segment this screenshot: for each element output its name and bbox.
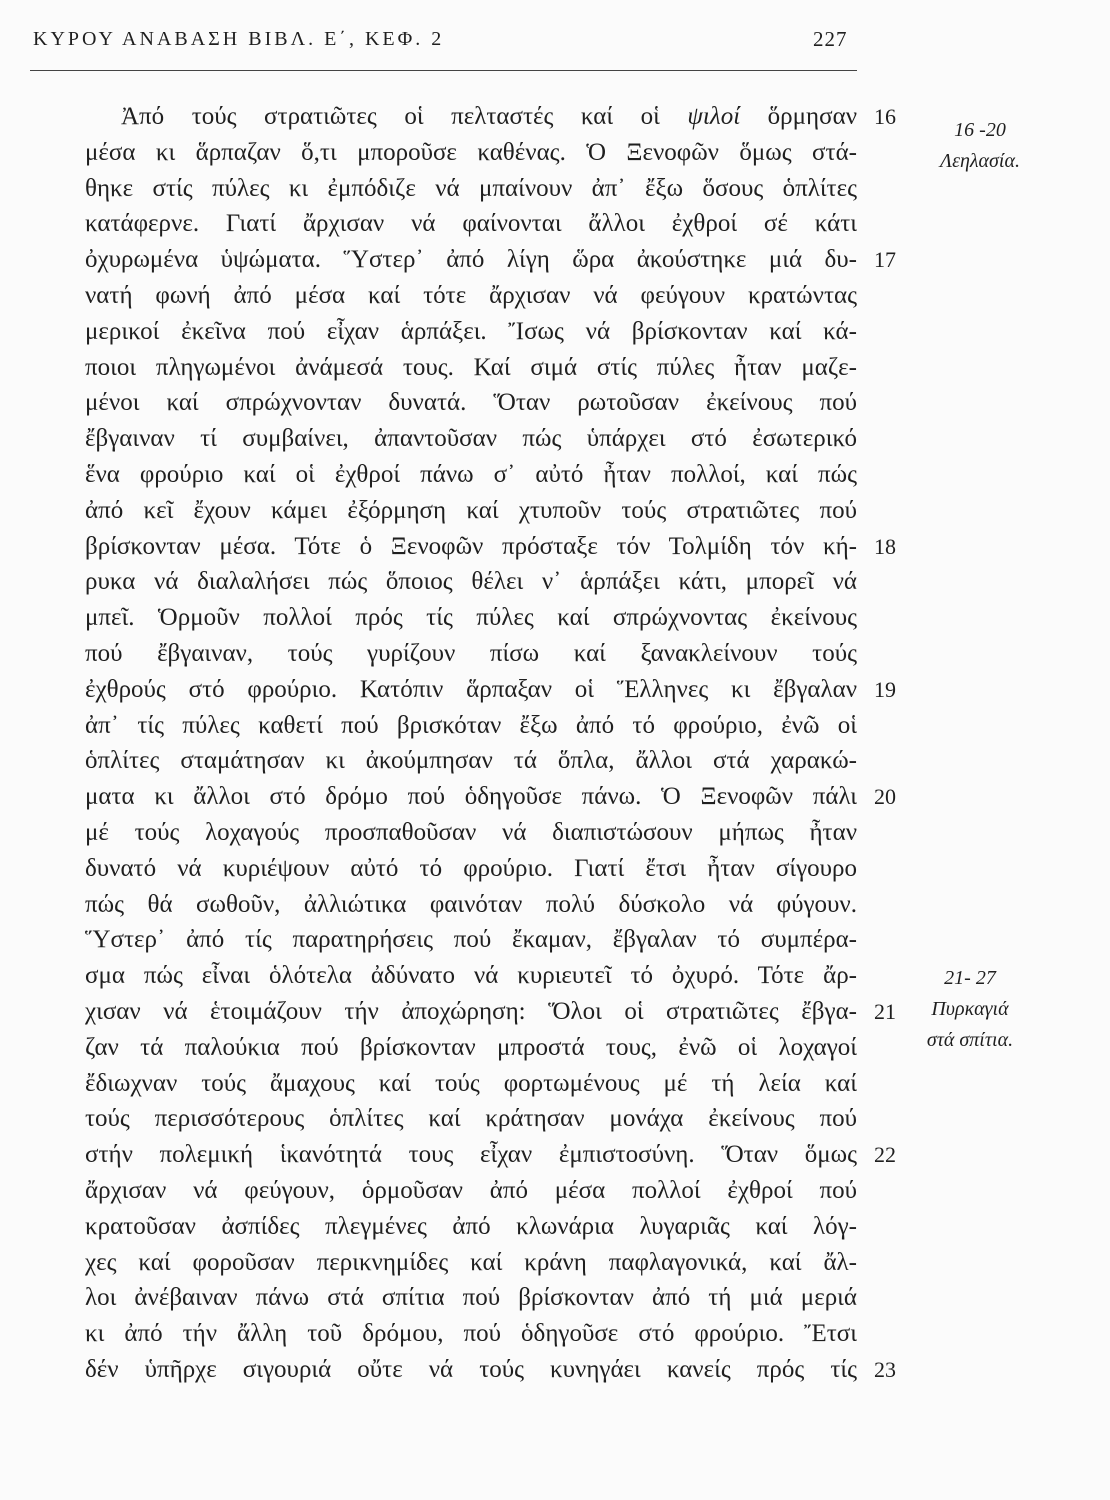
text-line — [85, 1066, 907, 1102]
margin-note — [895, 963, 1045, 1056]
text-line — [85, 887, 907, 923]
running-title: ΚΥΡΟΥ ΑΝΑΒΑΣΗ ΒΙΒΛ. Ε΄, ΚΕΦ. 2 — [33, 28, 445, 50]
section-number: 16 — [874, 104, 896, 129]
text-line — [85, 564, 907, 600]
text-line — [85, 600, 907, 636]
line-text: κρατοῦσαν ἀσπίδες πλεγμένες ἀπό κλωνάρια λυγαριᾶς καί λόγ- — [85, 1212, 857, 1240]
line-text: μερικοί ἐκεῖνα πού εἶχαν ἁρπάξει. Ἴσως νά βρίσκονταν καί κά- — [85, 317, 857, 345]
text-line — [85, 314, 907, 350]
line-text: ρυκα νά διαλαλήσει πώς ὅποιος θέλει ν᾿ ἁρπάξει κάτι, μπορεῖ νά — [85, 568, 857, 596]
line-text: ζαν τά παλούκια πού βρίσκονταν μπροστά τους, ἐνῶ οἱ λοχαγοί — [85, 1033, 857, 1061]
line-text — [85, 99, 857, 135]
line-text: μένοι καί σπρώχνονταν δυνατά. Ὅταν ρωτοῦσαν ἐκείνους πού — [85, 389, 857, 417]
line-text: μέσα κι ἅρπαζαν ὅ,τι μποροῦσε καθένας. Ὁ Ξενοφῶν ὅμως στά- — [85, 138, 857, 166]
line-text: λοι ἀνέβαιναν πάνω στά σπίτια πού βρίσκονταν ἀπό τή μιά μεριά — [85, 1284, 857, 1312]
text-line — [85, 1101, 907, 1137]
line-text: ἀπ᾿ τίς πύλες καθετί πού βρισκόταν ἔξω ἀπό τό φρούριο, ἐνῶ οἱ — [85, 711, 857, 739]
text-line — [85, 529, 907, 565]
section-number: 20 — [874, 784, 896, 810]
line-text: τούς περισσότερους ὁπλίτες καί κράτησαν μονάχα ἐκείνους πού — [85, 1105, 857, 1133]
margin-note-title: Λεηλασία. — [940, 150, 1020, 172]
line-text: κατάφερνε. Γιατί ἄρχισαν νά φαίνονται ἄλλοι ἐχθροί σέ κάτι — [85, 210, 857, 238]
text-line — [85, 171, 907, 207]
text-segment: ὅρμησαν — [740, 103, 857, 130]
text-line — [85, 1245, 907, 1281]
line-text: πώς θά σωθοῦν, ἀλλιώτικα φαινόταν πολύ δύσκολο νά φύγουν. — [85, 890, 857, 918]
main-text — [85, 99, 907, 1388]
line-text: ματα κι ἄλλοι στό δρόμο πού ὁδηγοῦσε πάνω. Ὁ Ξενοφῶν πάλι — [85, 783, 857, 811]
text-line — [85, 1352, 907, 1388]
line-text: ποιοι πληγωμένοι ἀνάμεσά τους. Καί σιμά στίς πύλες ἦταν μαζε- — [85, 353, 857, 381]
line-text: δυνατό νά κυριέψουν αὐτό τό φρούριο. Γιατί ἔτσι ἦταν σίγουρο — [85, 854, 857, 882]
text-line — [85, 1316, 907, 1352]
text-line — [85, 815, 907, 851]
line-text: ἀπό κεῖ ἔχουν κάμει ἐξόρμηση καί χτυποῦν τούς στρατιῶτες πού — [85, 496, 857, 524]
text-line — [85, 457, 907, 493]
line-text: κι ἀπό τήν ἄλλη τοῦ δρόμου, πού ὁδηγοῦσε στό φρούριο. Ἔτσι — [85, 1320, 857, 1348]
line-text: μπεῖ. Ὁρμοῦν πολλοί πρός τίς πύλες καί σπρώχνοντας ἐκείνους — [85, 604, 857, 632]
line-text: στήν πολεμική ἱκανότητά τους εἶχαν ἐμπιστοσύνη. Ὅταν ὅμως — [85, 1141, 857, 1169]
line-text: Ὕστερ᾿ ἀπό τίς παρατηρήσεις πού ἔκαμαν, ἔβγαλαν τό συμπέρα- — [85, 926, 857, 954]
text-line — [85, 1209, 907, 1245]
margin-note-range: 16 -20 — [954, 119, 1006, 141]
text-line — [85, 708, 907, 744]
text-line — [85, 1030, 907, 1066]
text-line — [85, 994, 907, 1030]
line-text: μέ τούς λοχαγούς προσπαθοῦσαν νά διαπιστώσουν μήπως ἦταν — [85, 818, 857, 846]
line-text: δέν ὑπῆρχε σιγουριά οὔτε νά τούς κυνηγάει κανείς πρός τίς — [85, 1355, 857, 1383]
text-line — [85, 636, 907, 672]
margin-note-title: στά σπίτια. — [926, 1029, 1014, 1051]
margin-note — [905, 115, 1055, 177]
line-text: θηκε στίς πύλες κι ἐμπόδιζε νά μπαίνουν ἀπ᾿ ἔξω ὅσους ὁπλίτες — [85, 174, 857, 202]
text-line — [85, 278, 907, 314]
header-rule — [30, 70, 857, 71]
line-text: ἔδιωχναν τούς ἄμαχους καί τούς φορτωμένους μέ τή λεία καί — [85, 1069, 857, 1097]
text-line — [85, 922, 907, 958]
section-number: 23 — [874, 1356, 896, 1382]
line-text: σμα πώς εἶναι ὁλότελα ἀδύνατο νά κυριευτεῖ τό ὀχυρό. Τότε ἄρ- — [85, 962, 857, 990]
margin-note-range: 21- 27 — [944, 967, 996, 989]
italic-term: ψιλοί — [687, 103, 741, 130]
section-number: 18 — [874, 533, 896, 559]
text-line — [85, 958, 907, 994]
margin-note-title: Πυρκαγιά — [931, 998, 1009, 1020]
text-line — [85, 99, 907, 135]
text-line — [85, 672, 907, 708]
line-text: πού ἔβγαιναν, τούς γυρίζουν πίσω καί ξανακλείνουν τούς — [85, 639, 857, 667]
text-segment: Ἀπό τούς στρατιῶτες οἱ πελταστές καί οἱ — [121, 103, 688, 130]
line-text: ἕνα φρούριο καί οἱ ἐχθροί πάνω σ᾿ αὐτό ἦταν πολλοί, καί πώς — [85, 460, 857, 488]
section-number: 21 — [874, 998, 896, 1024]
text-line — [85, 385, 907, 421]
line-text: χισαν νά ἑτοιμάζουν τήν ἀποχώρηση: Ὅλοι οἱ στρατιῶτες ἔβγα- — [85, 997, 857, 1025]
text-line — [85, 493, 907, 529]
text-line — [85, 1137, 907, 1173]
line-text: ὁπλίτες σταμάτησαν κι ἀκούμπησαν τά ὅπλα, ἄλλοι στά χαρακώ- — [85, 747, 857, 775]
section-number: 19 — [874, 676, 896, 702]
line-text: βρίσκονταν μέσα. Τότε ὁ Ξενοφῶν πρόσταξε τόν Τολμίδη τόν κή- — [85, 532, 857, 560]
text-line — [85, 135, 907, 171]
text-line — [85, 779, 907, 815]
line-text: χες καί φοροῦσαν περικνημίδες καί κράνη παφλαγονικά, καί ἄλ- — [85, 1248, 857, 1276]
text-line — [85, 743, 907, 779]
section-number: 17 — [874, 247, 896, 273]
line-text: ἄρχισαν νά φεύγουν, ὁρμοῦσαν ἀπό μέσα πολλοί ἐχθροί πού — [85, 1176, 857, 1204]
text-line — [85, 242, 907, 278]
text-line — [85, 1173, 907, 1209]
line-text: ὀχυρωμένα ὑψώματα. Ὕστερ᾿ ἀπό λίγη ὥρα ἀκούστηκε μιά δυ- — [85, 246, 857, 274]
page-number: 227 — [813, 27, 848, 51]
line-text: νατή φωνή ἀπό μέσα καί τότε ἄρχισαν νά φεύγουν κρατώντας — [85, 281, 857, 309]
text-line — [85, 350, 907, 386]
text-line — [85, 421, 907, 457]
section-number: 22 — [874, 1142, 896, 1168]
line-text: ἐχθρούς στό φρούριο. Κατόπιν ἅρπαξαν οἱ Ἕλληνες κι ἔβγαλαν — [85, 675, 857, 703]
text-line — [85, 1280, 907, 1316]
line-text: ἔβγαιναν τί συμβαίνει, ἀπαντοῦσαν πώς ὑπάρχει στό ἐσωτερικό — [85, 425, 857, 453]
text-line — [85, 206, 907, 242]
text-line — [85, 851, 907, 887]
